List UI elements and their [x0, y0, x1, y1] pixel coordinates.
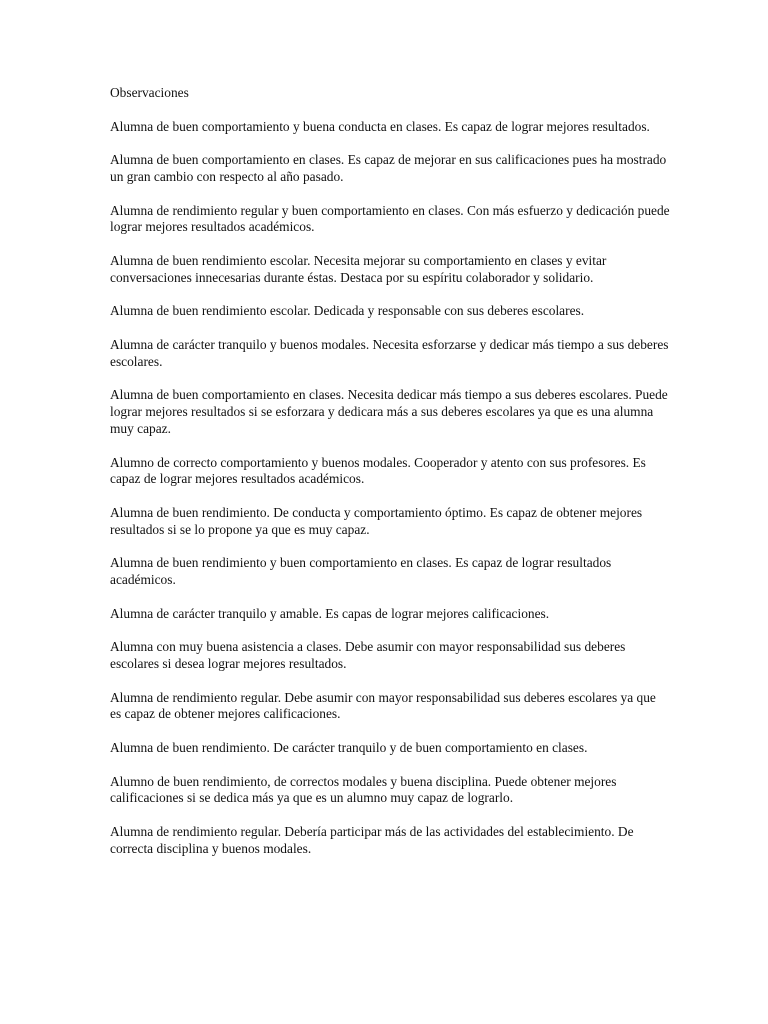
observation-paragraph: Alumna de carácter tranquilo y buenos modales. Necesita esforzarse y dedicar más tiempo a sus deberes escolares.	[110, 336, 669, 369]
observation-paragraph: Alumna de buen rendimiento. De carácter tranquilo y de buen comportamiento en clases.	[110, 740, 588, 756]
observation-paragraph: Alumna de buen rendimiento escolar. Necesita mejorar su comportamiento en clases y evitar conversaciones innecesarias durante éstas. Destaca por su espíritu colaborador y solidario.	[110, 252, 607, 285]
observation-paragraph: Alumna de rendimiento regular. Debería participar más de las actividades del establecimiento. De correcta disciplina y buenos modales.	[110, 824, 634, 856]
observation-paragraph: Alumna de buen comportamiento y buena conducta en clases. Es capaz de lograr mejores resultados.	[110, 118, 650, 134]
observation-paragraph: Alumna con muy buena asistencia a clases. Debe asumir con mayor responsabilidad sus deberes escolares si desea lograr mejores resultados.	[110, 639, 626, 672]
page-title: Observaciones	[110, 85, 189, 100]
observation-paragraph: Alumna de buen rendimiento escolar. Dedicada y responsable con sus deberes escolares.	[110, 303, 585, 319]
observation-paragraph: Alumna de carácter tranquilo y amable. Es capas de lograr mejores calificaciones.	[110, 605, 550, 621]
observation-paragraph: Alumna de buen rendimiento y buen comportamiento en clases. Es capaz de lograr resultados académicos.	[110, 555, 612, 588]
observation-paragraph: Alumna de rendimiento regular y buen comportamiento en clases. Con más esfuerzo y dedicación puede lograr mejores resultados académicos.	[110, 202, 670, 235]
document-body	[110, 85, 670, 874]
observation-paragraph: Alumno de correcto comportamiento y buenos modales. Cooperador y atento con sus profesores. Es capaz de lograr mejores resultados académicos.	[110, 454, 646, 487]
observation-paragraph: Alumno de buen rendimiento, de correctos modales y buena disciplina. Puede obtener mejores calificaciones si se dedica más ya que es un alumno muy capaz de lograrlo.	[110, 773, 617, 806]
observation-paragraph: Alumna de rendimiento regular. Debe asumir con mayor responsabilidad sus deberes escolares ya que es capaz de obtener mejores calificaciones.	[110, 689, 656, 722]
observation-paragraph: Alumna de buen comportamiento en clases. Es capaz de mejorar en sus calificaciones pues ha mostrado un gran cambio con respecto al año pasado.	[110, 152, 667, 184]
observation-paragraph: Alumna de buen rendimiento. De conducta y comportamiento óptimo. Es capaz de obtener mejores resultados si se lo propone ya que es muy capaz.	[110, 504, 643, 537]
observation-paragraph: Alumna de buen comportamiento en clases. Necesita dedicar más tiempo a sus deberes escolares. Puede lograr mejores resultados si se esforzara y dedicara más a sus deberes escolares ya que es una alumna muy capaz.	[110, 387, 668, 436]
